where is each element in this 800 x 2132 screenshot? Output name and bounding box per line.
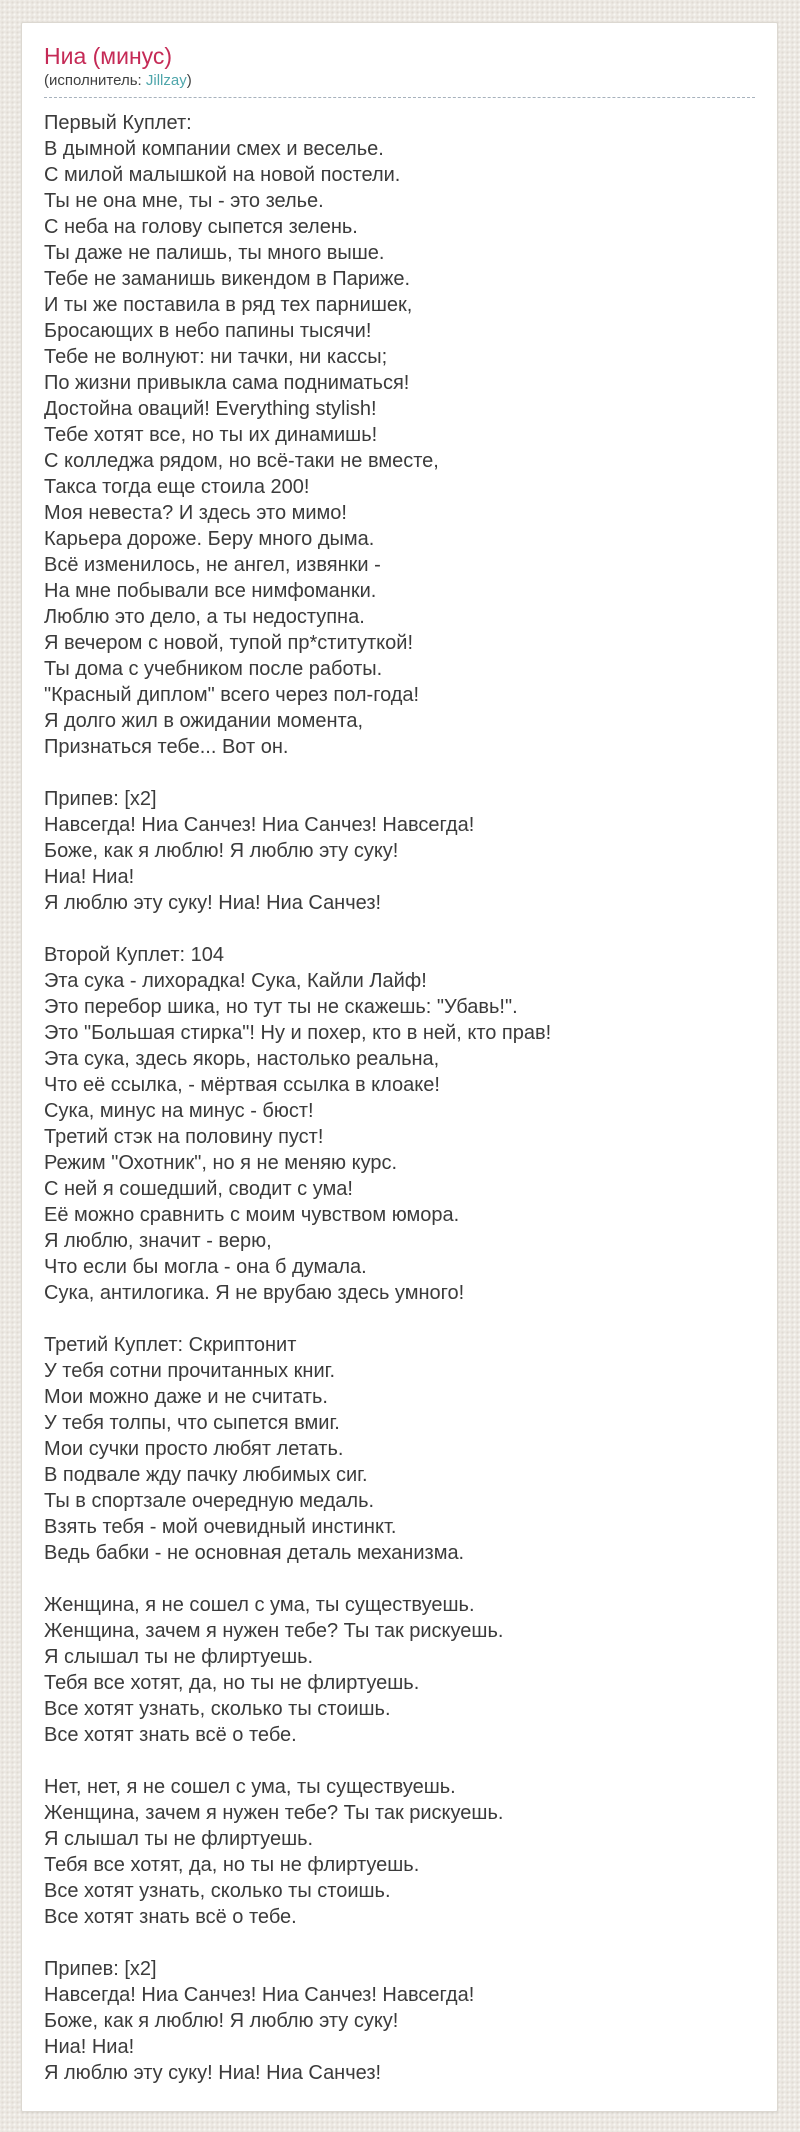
artist-close-paren: ) (186, 72, 192, 89)
lyrics-block: Второй Куплет: 104 Эта сука - лихорадка! Сука, Кайли Лайф! Это перебор шика, но тут ты не скажешь: "Убавь!". Это "Большая стирка"! Ну и похер, кто в ней, кто прав! Эта сука, здесь якорь, настолько реальна, Что её ссылка, - мёртвая ссылка в клоаке! Сука, минус на минус - бюст! Третий стэк на половину пуст! Режим "Охотник", но я не меняю курс. С ней я сошедший, сводит с ума! Её можно сравнить с моим чувством юмора. Я люблю, значит - верю, Что если бы могла - она б думала. Сука, антилогика. Я не врубаю здесь умного! (44, 944, 552, 1304)
artist-label: (исполнитель: (44, 72, 142, 89)
lyrics-block: Женщина, я не сошел с ума, ты существуешь. Женщина, зачем я нужен тебе? Ты так рискуешь. Я слышал ты не флиртуешь. Тебя все хотят, да, но ты не флиртуешь. Все хотят узнать, сколько ты стоишь. Все хотят знать всё о тебе. (44, 1594, 504, 1746)
lyrics-block: Припев: [x2] Навсегда! Ниа Санчез! Ниа Санчез! Навсегда! Боже, как я люблю! Я люблю эту суку! Ниа! Ниа! Я люблю эту суку! Ниа! Ниа Санчез! (44, 1958, 475, 2084)
lyrics-block: Нет, нет, я не сошел с ума, ты существуешь. Женщина, зачем я нужен тебе? Ты так рискуешь. Я слышал ты не флиртуешь. Тебя все хотят, да, но ты не флиртуешь. Все хотят узнать, сколько ты стоишь. Все хотят знать всё о тебе. (44, 1776, 504, 1928)
lyrics-block: Припев: [x2] Навсегда! Ниа Санчез! Ниа Санчез! Навсегда! Боже, как я люблю! Я люблю эту суку! Ниа! Ниа! Я люблю эту суку! Ниа! Ниа Санчез! (44, 788, 475, 914)
lyrics-block: Первый Куплет: В дымной компании смех и веселье. С милой малышкой на новой постели. Ты не она мне, ты - это зелье. С неба на голову сыпется зелень. Ты даже не палишь, ты много выше. Тебе не заманишь викендом в Париже. И ты же поставила в ряд тех парнишек, Бросающих в небо папины тысячи! Тебе не волнуют: ни тачки, ни кассы; По жизни привыкла сама подниматься! Достойна оваций! Everything stylish! Тебе хотят все, но ты их динамишь! С колледжа рядом, но всё-таки не вместе, Такса тогда еще стоила 200! Моя невеста? И здесь это мимо! Карьера дороже. Беру много дыма. Всё изменилось, не ангел, извянки - На мне побывали все нимфоманки. Люблю это дело, а ты недоступна. Я вечером с новой, тупой пр*ституткой! Ты дома с учебником после работы. "Красный диплом" всего через пол-года! Я долго жил в ожидании момента, Признаться тебе... Вот он. (44, 112, 439, 758)
lyrics-card (21, 22, 778, 2112)
artist-link[interactable]: Jillzay (145, 72, 187, 89)
lyrics-text (44, 110, 755, 2086)
lyrics-block: Третий Куплет: Скриптонит У тебя сотни прочитанных книг. Мои можно даже и не считать. У тебя толпы, что сыпется вмиг. Мои сучки просто любят летать. В подвале жду пачку любимых сиг. Ты в спортзале очередную медаль. Взять тебя - мой очевидный инстинкт. Ведь бабки - не основная деталь механизма. (44, 1334, 465, 1564)
page-title: Ниа (минус) (44, 43, 173, 69)
artist-line (44, 71, 755, 98)
